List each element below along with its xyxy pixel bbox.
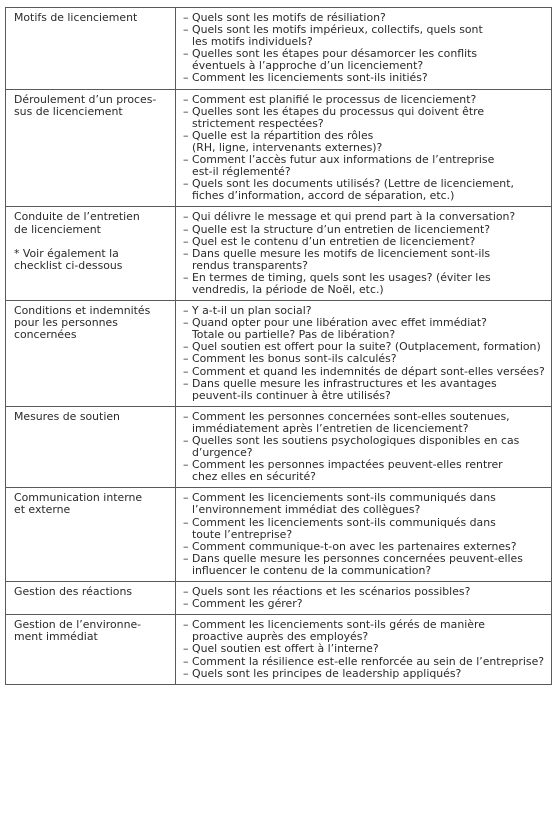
question-text-line: Quel soutien est offert à l’interne? (192, 642, 379, 656)
question-item (183, 236, 545, 248)
question-text-line: influencer le contenu de la communication? (192, 563, 432, 577)
question-item (183, 553, 545, 577)
table-row (6, 8, 552, 90)
question-text-line: Comment les personnes concernées sont-elles soutenues, (192, 409, 510, 423)
question-item (183, 72, 545, 84)
dash-bullet: – (183, 458, 189, 472)
question-item (183, 248, 545, 272)
question-item (183, 366, 545, 378)
question-item (183, 24, 545, 48)
category-cell (6, 406, 176, 488)
table-row (6, 301, 552, 407)
question-text-line: Dans quelle mesure les motifs de licenciement sont-ils (192, 246, 491, 260)
category-label-line: Motifs de licenciement (14, 11, 138, 24)
dash-bullet: – (183, 304, 189, 318)
question-item (183, 211, 545, 223)
dash-bullet: – (183, 92, 189, 106)
questions-cell (176, 207, 552, 301)
question-text-line: Quelles sont les étapes pour désamorcer les conflits (192, 47, 478, 61)
question-item (183, 378, 545, 402)
dash-bullet: – (183, 515, 189, 529)
dash-bullet: – (183, 376, 189, 390)
question-item (183, 154, 545, 178)
question-text-line: les motifs individuels? (192, 35, 313, 49)
question-text-line: vendredis, la période de Noël, etc.) (192, 282, 384, 296)
table-row (6, 582, 552, 615)
question-list (183, 411, 545, 484)
dash-bullet: – (183, 177, 189, 191)
category-cell (6, 582, 176, 615)
table-row (6, 406, 552, 488)
question-text-line: Comment les personnes impactées peuvent-elles rentrer (192, 458, 503, 472)
table-row (6, 89, 552, 207)
question-text-line: Comment est planifié le processus de licenciement? (192, 92, 477, 106)
dash-bullet: – (183, 491, 189, 505)
table-row (6, 615, 552, 684)
dash-bullet: – (183, 246, 189, 260)
question-item (183, 598, 545, 610)
category-label-line: ment immédiat (14, 630, 98, 644)
question-text-line: Dans quelle mesure les personnes concernées peuvent-elles (192, 551, 523, 565)
question-list (183, 94, 545, 203)
question-item (183, 106, 545, 130)
question-item (183, 435, 545, 459)
question-text-line: Totale ou partielle? Pas de libération? (192, 328, 396, 342)
question-text-line: Quelles sont les étapes du processus qui doivent être (192, 104, 485, 118)
question-text-line: éventuels à l’approche d’un licenciement? (192, 59, 424, 73)
questions-cell (176, 406, 552, 488)
question-text-line: immédiatement après l’entretien de licenciement? (192, 421, 469, 435)
dash-bullet: – (183, 409, 189, 423)
category-label-line: pour les personnes (14, 316, 118, 330)
dash-bullet: – (183, 551, 189, 565)
dash-bullet: – (183, 585, 189, 599)
dash-bullet: – (183, 270, 189, 284)
dash-bullet: – (183, 222, 189, 236)
question-text-line: peuvent-ils continuer à être utilisés? (192, 388, 391, 402)
question-text-line: Qui délivre le message et qui prend part à la conversation? (192, 210, 516, 224)
dash-bullet: – (183, 340, 189, 354)
category-label-line: Communication interne (14, 491, 143, 505)
dash-bullet: – (183, 153, 189, 167)
question-item (183, 224, 545, 236)
question-item (183, 48, 545, 72)
dash-bullet: – (183, 654, 189, 668)
category-note-line: * Voir également la (14, 246, 119, 260)
category-label-line: de licenciement (14, 222, 101, 236)
category-label-line: et externe (14, 503, 71, 517)
dash-bullet: – (183, 234, 189, 248)
question-text-line: Comment les bonus sont-ils calculés? (192, 352, 397, 366)
question-text-line: Dans quelle mesure les infrastructures et les avantages (192, 376, 497, 390)
question-text-line: Quelle est la répartition des rôles (192, 128, 374, 142)
question-text-line: Comment les gérer? (192, 597, 303, 611)
question-item (183, 459, 545, 483)
question-text-line: Comment les licenciements sont-ils communiqués dans (192, 491, 496, 505)
category-label-line: sus de licenciement (14, 104, 123, 118)
dash-bullet: – (183, 434, 189, 447)
question-item (183, 94, 545, 106)
question-text-line: Quelles sont les soutiens psychologiques disponibles en cas (192, 434, 520, 447)
dash-bullet: – (183, 11, 189, 24)
dash-bullet: – (183, 539, 189, 553)
category-note (14, 248, 169, 272)
question-text-line: d’urgence? (192, 446, 253, 460)
dash-bullet: – (183, 47, 189, 61)
question-text-line: Quel est le contenu d’un entretien de licenciement? (192, 234, 476, 248)
question-text-line: Comment la résilience est-elle renforcée au sein de l’entreprise? (192, 654, 545, 668)
dash-bullet: – (183, 618, 189, 632)
category-cell (6, 301, 176, 407)
question-text-line: Y a-t-il un plan social? (192, 304, 312, 318)
category-cell (6, 615, 176, 684)
question-item (183, 353, 545, 365)
question-text-line: Comment communique-t-on avec les partenaires externes? (192, 539, 517, 553)
question-item (183, 411, 545, 435)
category-cell (6, 89, 176, 207)
question-text-line: En termes de timing, quels sont les usages? (éviter les (192, 270, 491, 284)
question-text-line: fiches d’information, accord de séparation, etc.) (192, 189, 455, 203)
question-text-line: chez elles en sécurité? (192, 470, 316, 484)
question-text-line: proactive auprès des employés? (192, 630, 369, 644)
category-cell (6, 488, 176, 582)
category-label-line: Conditions et indemnités (14, 304, 151, 318)
category-cell (6, 207, 176, 301)
dash-bullet: – (183, 364, 189, 378)
question-list (183, 619, 545, 679)
question-item (183, 272, 545, 296)
question-text-line: Comment et quand les indemnités de départ sont-elles versées? (192, 364, 545, 378)
dash-bullet: – (183, 642, 189, 656)
category-label-line: Conduite de l’entretien (14, 210, 140, 224)
table-row (6, 207, 552, 301)
question-text-line: strictement respectées? (192, 116, 324, 130)
question-text-line: Quand opter pour une libération avec effet immédiat? (192, 316, 487, 330)
question-list (183, 305, 545, 402)
category-note-line: checklist ci-dessous (14, 258, 123, 272)
question-text-line: Quel soutien est offert pour la suite? (Outplacement, formation) (192, 340, 541, 354)
question-text-line: Quels sont les motifs de résiliation? (192, 11, 386, 24)
question-item (183, 656, 545, 668)
dash-bullet: – (183, 23, 189, 37)
questions-cell (176, 301, 552, 407)
question-text-line: l’environnement immédiat des collègues? (192, 503, 421, 517)
dash-bullet: – (183, 104, 189, 118)
category-label-line: Déroulement d’un proces- (14, 92, 157, 106)
question-text-line: Quels sont les principes de leadership appliqués? (192, 666, 462, 680)
dash-bullet: – (183, 316, 189, 330)
dismissal-checklist-table (5, 7, 552, 685)
dash-bullet: – (183, 666, 189, 680)
question-text-line: est-il réglementé? (192, 165, 291, 179)
question-list (183, 586, 545, 610)
question-item (183, 619, 545, 643)
category-cell (6, 8, 176, 90)
category-label-line: Gestion des réactions (14, 585, 133, 599)
dash-bullet: – (183, 210, 189, 224)
category-label-line: Mesures de soutien (14, 409, 120, 423)
question-list (183, 492, 545, 577)
dash-bullet: – (183, 352, 189, 366)
question-text-line: (RH, ligne, intervenants externes)? (192, 140, 383, 154)
question-text-line: Quels sont les documents utilisés? (Lettre de licenciement, (192, 177, 514, 191)
category-label-line: Gestion de l’environne- (14, 618, 142, 632)
question-text-line: Comment les licenciements sont-ils communiqués dans (192, 515, 496, 529)
question-item (183, 492, 545, 516)
question-text-line: Comment l’accès futur aux informations de l’entreprise (192, 153, 495, 167)
question-item (183, 130, 545, 154)
question-item (183, 178, 545, 202)
dash-bullet: – (183, 71, 189, 85)
dash-bullet: – (183, 597, 189, 611)
questions-cell (176, 615, 552, 684)
table-body (6, 8, 552, 685)
question-text-line: Quels sont les motifs impérieux, collectifs, quels sont (192, 23, 483, 37)
question-list (183, 211, 545, 296)
questions-cell (176, 582, 552, 615)
questions-cell (176, 89, 552, 207)
question-text-line: Quels sont les réactions et les scénarios possibles? (192, 585, 471, 599)
question-list (183, 12, 545, 85)
table-row (6, 488, 552, 582)
question-text-line: Quelle est la structure d’un entretien de licenciement? (192, 222, 491, 236)
question-item (183, 517, 545, 541)
question-item (183, 668, 545, 680)
questions-cell (176, 488, 552, 582)
dash-bullet: – (183, 128, 189, 142)
checklist-document (5, 7, 552, 831)
question-item (183, 317, 545, 341)
question-item (183, 643, 545, 655)
category-label-line: concernées (14, 328, 77, 342)
questions-cell (176, 8, 552, 90)
question-text-line: Comment les licenciements sont-ils initiés? (192, 71, 428, 85)
question-text-line: toute l’entreprise? (192, 527, 293, 541)
question-text-line: rendus transparents? (192, 258, 308, 272)
question-text-line: Comment les licenciements sont-ils gérés de manière (192, 618, 485, 632)
